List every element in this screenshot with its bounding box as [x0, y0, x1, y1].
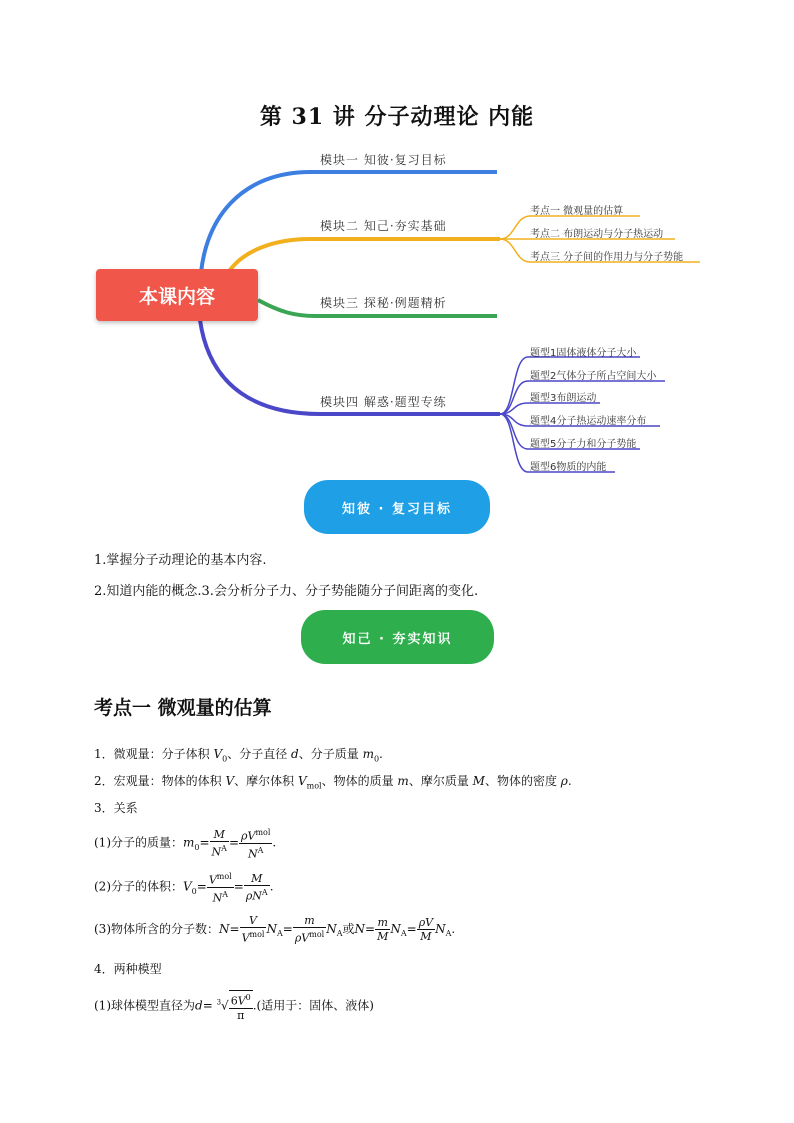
page-title: 第 31 讲 分子动理论 内能 — [259, 104, 535, 130]
tixing-label-5: 题型5分子力和分子势能 — [530, 439, 637, 450]
goal-line-2: 2.知道内能的概念.3.会分析分子力、分子势能随分子间距离的变化. — [94, 584, 479, 599]
tixing-label-2: 题型2气体分子所占空间大小 — [530, 371, 657, 382]
mindmap-center: 本课内容 — [96, 269, 258, 321]
formula-molecular-volume: (2)分子的体积：$V_0=$ $\frac{V^{mol}}{N^A}$ = $\frac{M}{\rho N^A}$ . — [94, 871, 274, 905]
item-microscopic: 1．微观量：分子体积 $V_0$、分子直径 d、分子质量 $m_0$. — [94, 747, 383, 764]
section-pill-basics: 知己 · 夯实知识 — [301, 610, 494, 664]
formula-molecule-count: (3)物体所含的分子数：N= $\frac{V}{V^{mol}}$ $N_A=$ $\frac{m}{\rho V^{mol}}$ $N_A$或N= $\frac{m}{M}$ $N_A=$ $\frac{\rho V}{M}$ $N_A$. — [94, 914, 456, 945]
tixing-line-1 — [500, 357, 640, 414]
tixing-label-4: 题型4分子热运动速率分布 — [530, 416, 647, 427]
tixing-label-1: 题型1固体液体分子大小 — [530, 348, 637, 359]
goal-line-1: 1.掌握分子动理论的基本内容. — [94, 553, 267, 568]
branch-line-2 — [230, 239, 500, 270]
item-macroscopic: 2．宏观量：物体的体积 V、摩尔体积 $V_{mol}$、物体的质量 m、摩尔质量 M、物体的密度 ρ. — [94, 774, 572, 791]
branch-label-2: 模块二 知己·夯实基础 — [320, 219, 447, 233]
kaodian-label-3: 考点三 分子间的作用力与分子势能 — [530, 252, 684, 263]
formula-molecular-mass: (1)分子的质量：$m_0=$ $\frac{M}{N^A}$ = $\frac{\rho V^{mol}}{N^A}$ . — [94, 827, 277, 861]
tixing-label-6: 题型6物质的内能 — [530, 462, 607, 473]
kaodian-label-2: 考点二 布朗运动与分子热运动 — [530, 229, 664, 240]
section-heading: 考点一 微观量的估算 — [94, 697, 272, 719]
section-pill-review-goals: 知彼 · 复习目标 — [304, 480, 490, 534]
branch-label-1: 模块一 知彼·复习目标 — [320, 153, 447, 167]
branch-label-4: 模块四 解惑·题型专练 — [320, 395, 447, 409]
branch-label-3: 模块三 探秘·例题精析 — [320, 296, 447, 310]
formula-sphere-model: (1)球体模型直径为d= $^3$√ $\frac{6V^0}{\pi}$ .(适用于：固体、液体) — [94, 990, 374, 1022]
item-two-models: 4．两种模型 — [94, 962, 162, 976]
item-relations: 3．关系 — [94, 801, 138, 815]
tixing-label-3: 题型3布朗运动 — [530, 393, 597, 404]
kaodian-label-1: 考点一 微观量的估算 — [530, 206, 624, 217]
